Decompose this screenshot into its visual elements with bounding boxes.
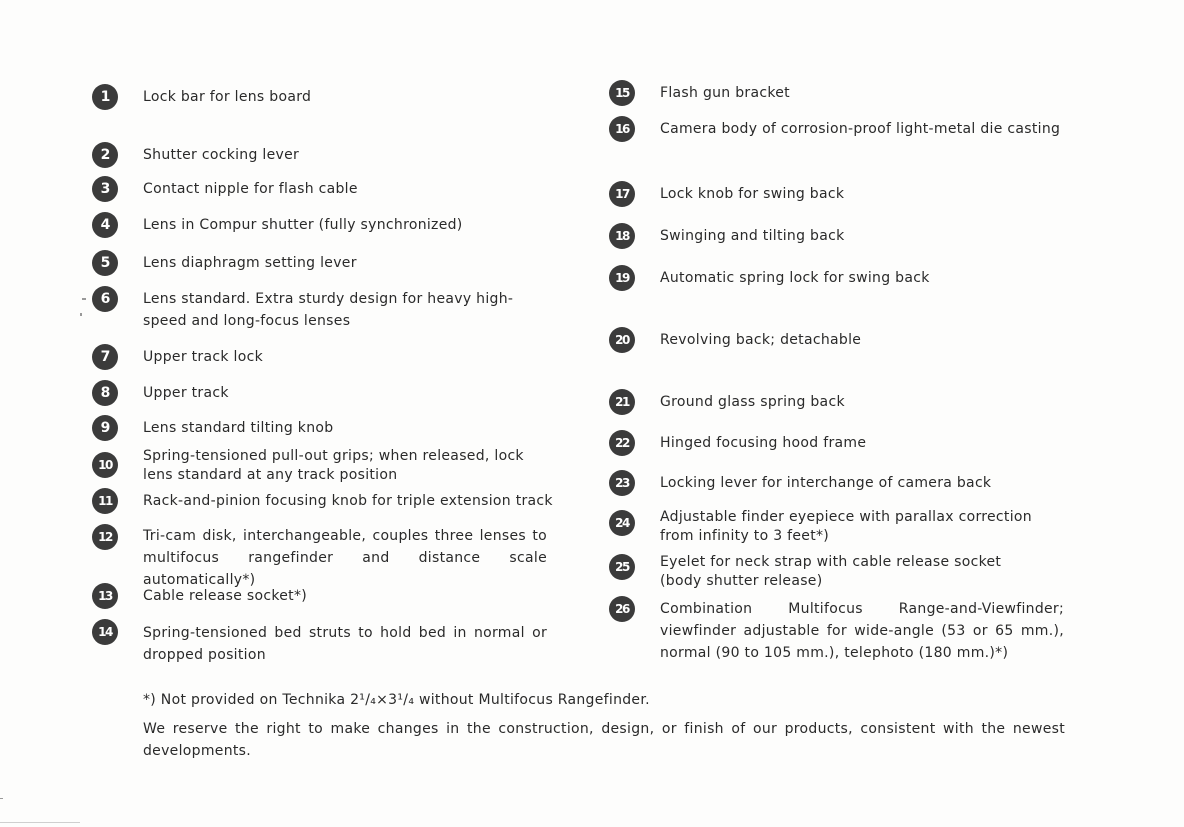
item-number-badge: 4 bbox=[92, 212, 118, 238]
item-description: Lock bar for lens board bbox=[143, 89, 312, 105]
disclaimer: We reserve the right to make changes in the construction, design, or finish of our products, consistent with the newest developments. bbox=[143, 721, 1065, 759]
scan-speck bbox=[80, 313, 82, 316]
item-number-badge: 22 bbox=[609, 430, 635, 456]
footnote: *) Not provided on Technika 2¹/₄×3¹/₄ without Multifocus Rangefinder. bbox=[143, 692, 650, 708]
item-description: Eyelet for neck strap with cable release socket (body shutter release) bbox=[660, 554, 1002, 589]
item-description: Lens standard. Extra sturdy design for heavy high-speed and long-focus lenses bbox=[143, 291, 514, 329]
item-description: Adjustable finder eyepiece with parallax correction from infinity to 3 feet*) bbox=[660, 509, 1032, 544]
item-description: Revolving back; detachable bbox=[660, 332, 862, 348]
item-number-badge: 15 bbox=[609, 80, 635, 106]
item-number-badge: 8 bbox=[92, 380, 118, 406]
item-number-badge: 11 bbox=[92, 488, 118, 514]
item-number-badge: 10 bbox=[92, 452, 118, 478]
item-description: Shutter cocking lever bbox=[143, 147, 300, 163]
item-number-badge: 3 bbox=[92, 176, 118, 202]
item-number-badge: 16 bbox=[609, 116, 635, 142]
item-description: Swinging and tilting back bbox=[660, 228, 845, 244]
item-number-badge: 17 bbox=[609, 181, 635, 207]
item-description: Lens in Compur shutter (fully synchronized) bbox=[143, 217, 463, 233]
item-description: Combination Multifocus Range-and-Viewfinder; viewfinder adjustable for wide-angle (53 or 65 mm.), normal (90 to 105 mm.), telephoto (180 mm.)*) bbox=[660, 601, 1064, 661]
item-number-badge: 12 bbox=[92, 524, 118, 550]
item-description: Lens diaphragm setting lever bbox=[143, 255, 357, 271]
item-number-badge: 14 bbox=[92, 619, 118, 645]
scan-speck bbox=[0, 798, 3, 799]
item-number-badge: 24 bbox=[609, 510, 635, 536]
item-description: Upper track lock bbox=[143, 349, 263, 365]
item-description: Lens standard tilting knob bbox=[143, 420, 334, 436]
item-number-badge: 13 bbox=[92, 583, 118, 609]
item-description: Ground glass spring back bbox=[660, 394, 845, 410]
item-description: Cable release socket*) bbox=[143, 588, 308, 604]
item-description: Upper track bbox=[143, 385, 229, 401]
item-description: Automatic spring lock for swing back bbox=[660, 270, 930, 286]
item-description: Hinged focusing hood frame bbox=[660, 435, 867, 451]
scan-speck bbox=[0, 822, 80, 823]
item-description: Locking lever for interchange of camera back bbox=[660, 475, 992, 491]
item-description: Tri-cam disk, interchangeable, couples three lenses to multifocus rangefinder and distance scale automatically*) bbox=[143, 528, 547, 588]
item-number-badge: 7 bbox=[92, 344, 118, 370]
item-number-badge: 6 bbox=[92, 286, 118, 312]
item-number-badge: 26 bbox=[609, 596, 635, 622]
item-number-badge: 20 bbox=[609, 327, 635, 353]
item-number-badge: 18 bbox=[609, 223, 635, 249]
item-number-badge: 2 bbox=[92, 142, 118, 168]
item-number-badge: 19 bbox=[609, 265, 635, 291]
item-number-badge: 21 bbox=[609, 389, 635, 415]
scan-speck bbox=[82, 298, 86, 300]
item-description: Camera body of corrosion-proof light-metal die casting bbox=[660, 121, 1061, 137]
item-description: Spring-tensioned bed struts to hold bed in normal or dropped position bbox=[143, 625, 547, 663]
item-description: Rack-and-pinion focusing knob for triple extension track bbox=[143, 493, 553, 509]
item-number-badge: 5 bbox=[92, 250, 118, 276]
item-description: Flash gun bracket bbox=[660, 85, 790, 101]
item-number-badge: 23 bbox=[609, 470, 635, 496]
item-number-badge: 9 bbox=[92, 415, 118, 441]
item-description: Spring-tensioned pull-out grips; when released, lock lens standard at any track position bbox=[143, 448, 524, 483]
item-number-badge: 1 bbox=[92, 84, 118, 110]
item-description: Lock knob for swing back bbox=[660, 186, 845, 202]
item-number-badge: 25 bbox=[609, 554, 635, 580]
item-description: Contact nipple for flash cable bbox=[143, 181, 358, 197]
